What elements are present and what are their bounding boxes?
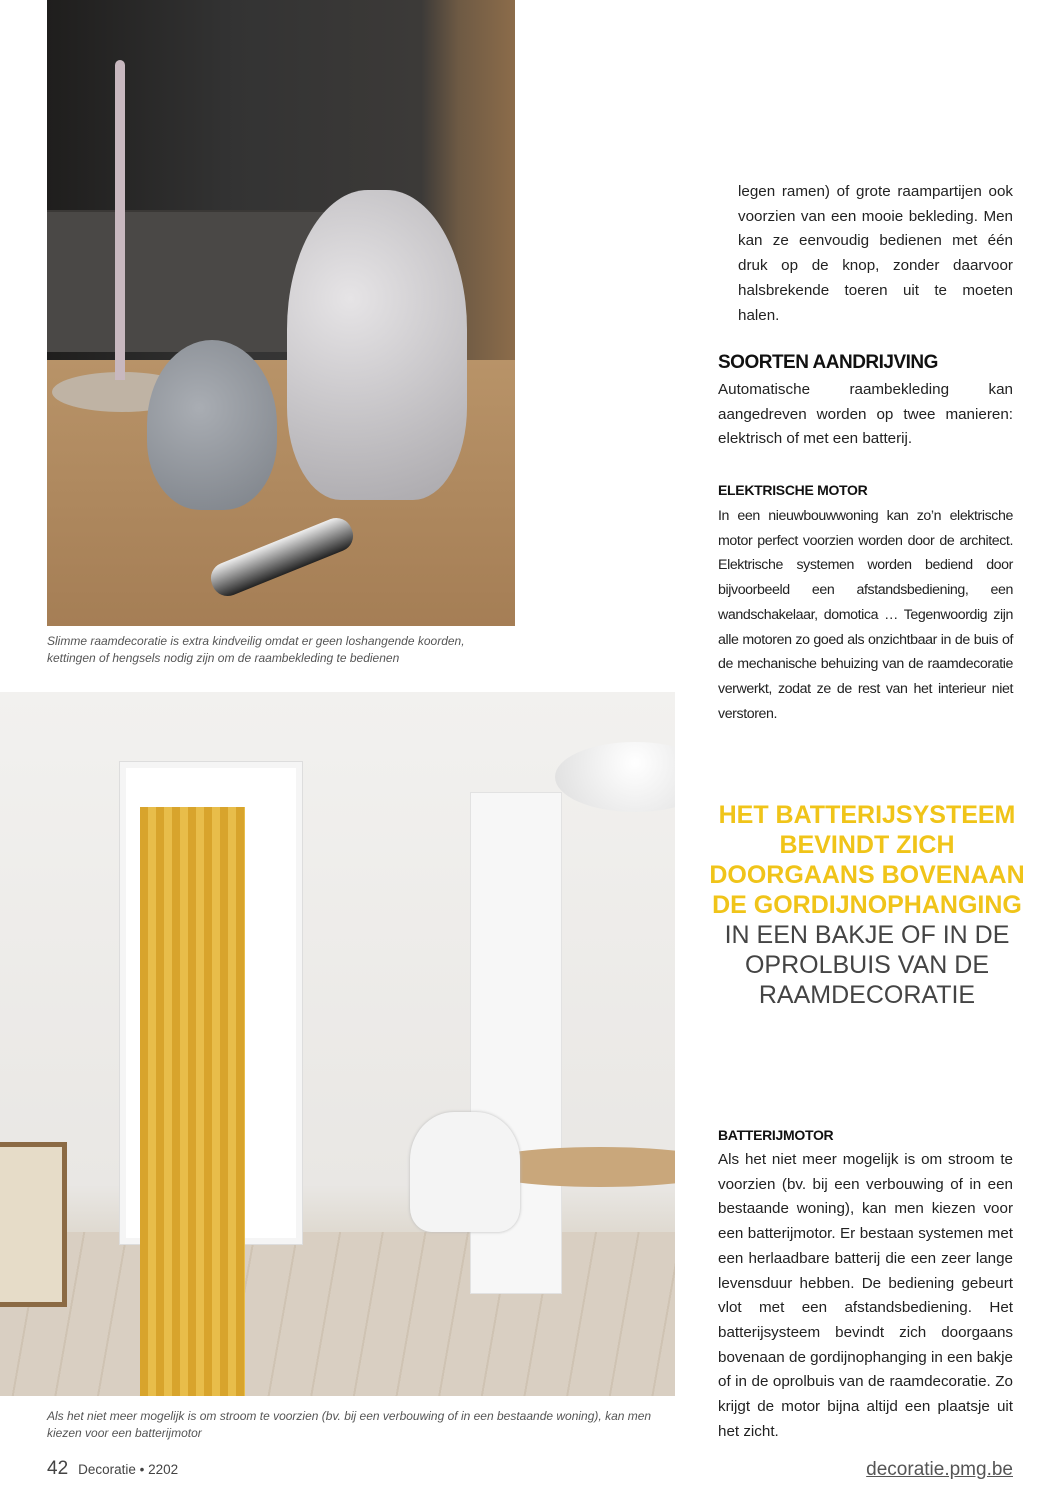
photo-vase-large xyxy=(287,190,467,500)
pull-quote xyxy=(708,800,1026,1010)
electric-motor-paragraph: In een nieuwbouwwoning kan zo’n elektrische motor perfect voorzien worden door de architect. Elektrische systemen worden bediend door bijvoorbeeld een afstandsbediening, een wandschakelaar, domotica … Tegenwoordig zijn alle motoren zo goed als onzichtbaar in de buis of de mechanische behuizing van de raamdecoratie verwerkt, zodat ze de rest van het interieur niet verstoren. xyxy=(718,508,1013,722)
page-number: 42 xyxy=(47,1458,69,1479)
photo-floor xyxy=(0,1232,675,1396)
photo-caption-1: Slimme raamdecoratie is extra kindveilig omdat er geen loshangende koorden, kettingen of hengsels nodig zijn om de raambekleding te bedienen xyxy=(47,634,465,665)
battery-motor-paragraph: Als het niet meer mogelijk is om stroom te voorzien (bv. bij een verbouwing of in een bestaande woning), kan men kiezen voor een batterijmotor. Er bestaan systemen met een herlaadbare batterij die een zeer lange levensduur hebben. De bediening gebeurt vlot met een afstandsbediening. Het batterijsysteem bevindt zich doorgaans bovenaan de gordijnophanging in een bakje of in de oprolbuis van de raamdecoratie. Zo krijgt de motor bijna altijd een plaatsje uit het zicht. xyxy=(718,1151,1013,1440)
section-paragraph: Automatische raambekleding kan aangedreven worden op twee manieren: elektrisch of met een batterij. xyxy=(718,381,1013,448)
photo-room-curtain xyxy=(0,692,675,1396)
photo-chair xyxy=(410,1112,520,1232)
electric-motor-heading: ELEKTRISCHE MOTOR xyxy=(718,482,868,498)
photo-candle xyxy=(115,60,125,380)
photo-vase-small xyxy=(147,340,277,510)
photo-picture-frame xyxy=(0,1142,67,1307)
photo-vases-remote xyxy=(47,0,515,626)
magazine-issue: Decoratie • 2202 xyxy=(78,1462,179,1477)
footer-folio xyxy=(47,1458,178,1480)
battery-motor-heading: BATTERIJMOTOR xyxy=(718,1127,834,1143)
intro-paragraph: legen ramen) of grote raampartijen ook voorzien van een mooie bekleding. Men kan ze eenvoudig bedienen met één druk op de knop, zonder daarvoor halsbrekende toeren uit te moeten halen. xyxy=(738,183,1013,324)
photo-lamp xyxy=(555,742,675,812)
section-heading: SOORTEN AANDRIJVING xyxy=(718,352,938,373)
pull-quote-rest: IN EEN BAKJE OF IN DE OPROLBUIS VAN DE RAAMDECORATIE xyxy=(724,921,1010,1009)
pull-quote-highlight: HET BATTERIJSYSTEEM BEVINDT ZICH DOORGAANS BOVENAAN DE GORDIJNOPHANGING xyxy=(709,801,1025,919)
photo-yellow-curtain xyxy=(140,807,245,1396)
photo-caption-2: Als het niet meer mogelijk is om stroom te voorzien (bv. bij een verbouwing of in een bestaande woning), kan men kiezen voor een batterijmotor xyxy=(47,1409,652,1440)
website-link[interactable]: decoratie.pmg.be xyxy=(866,1459,1013,1480)
